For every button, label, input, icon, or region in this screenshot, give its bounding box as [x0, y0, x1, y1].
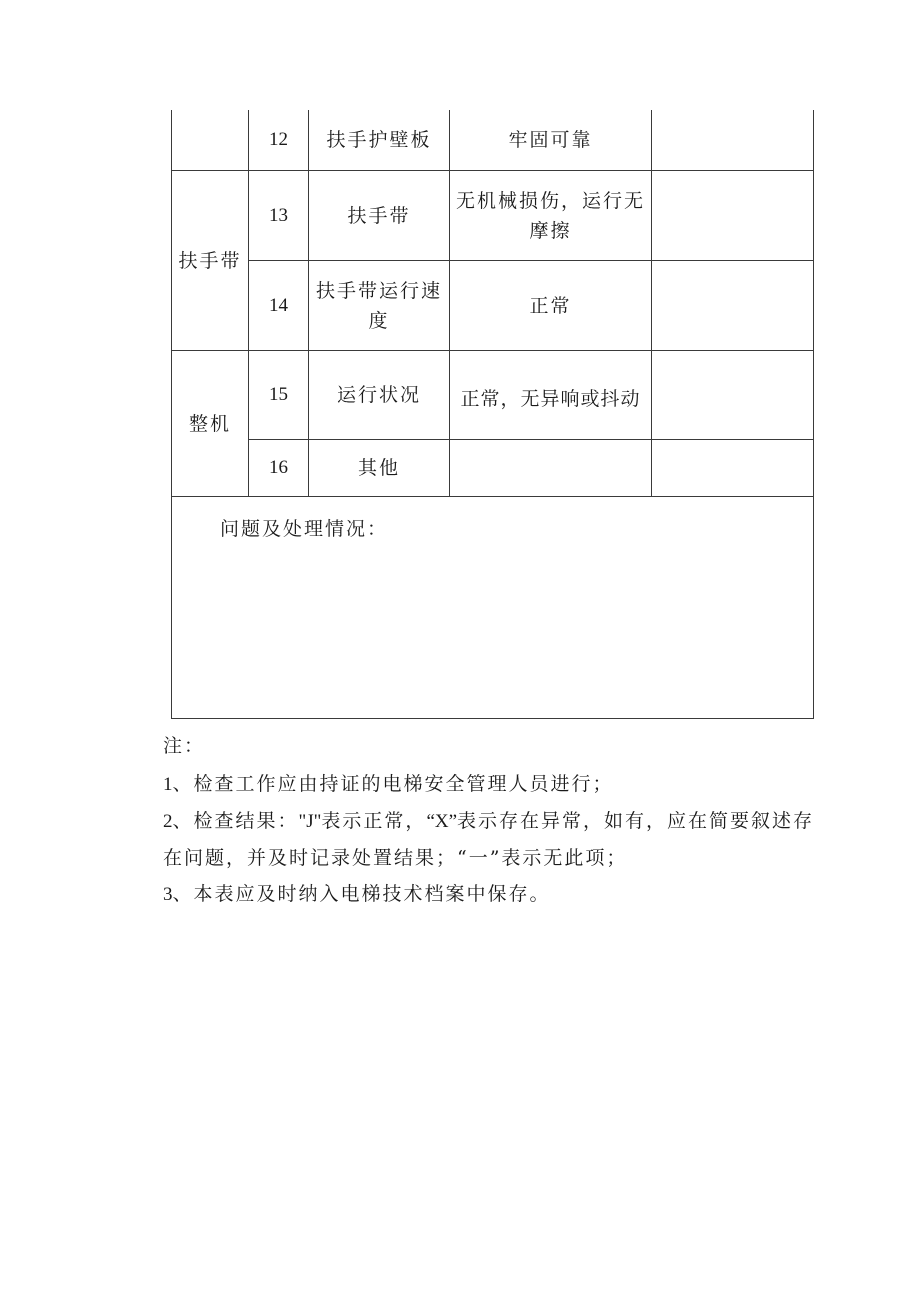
row-number: 13 [269, 204, 288, 226]
notes-section [163, 728, 823, 913]
note-2-text-c: 表示正常， [321, 810, 427, 832]
row-item: 运行状况 [336, 384, 421, 406]
note-2-symbol-j: "J" [298, 811, 322, 832]
row-item: 扶手带运行速度 [315, 279, 442, 332]
note-3 [163, 876, 823, 913]
row-item: 其他 [357, 457, 400, 479]
row-requirement: 正常 [529, 294, 572, 317]
row-requirement: 正常，无异响或抖动 [460, 388, 641, 410]
group-label-handrail: 扶手带 [178, 249, 242, 272]
note-2 [163, 803, 823, 876]
row-requirement: 无机械损伤，运行无摩擦 [455, 189, 645, 242]
note-2-number: 2 [163, 811, 173, 832]
row-number: 16 [269, 457, 288, 478]
group-label-whole-machine: 整机 [188, 412, 231, 435]
note-2-text-a: 、检查结果： [172, 810, 299, 832]
note-2-text-e: 表示存在异常，如有，应在简要叙述存在问题，并及时记录处置结果；“一”表示无此项； [163, 810, 815, 869]
row-requirement: 牢固可靠 [508, 129, 593, 151]
row-number: 15 [269, 384, 288, 405]
table-border-bottom [171, 718, 814, 719]
note-1-text: 、检查工作应由持证的电梯安全管理人员进行； [172, 773, 614, 795]
row-number: 14 [269, 294, 288, 316]
row-item: 扶手带 [347, 204, 411, 227]
notes-title: 注： [163, 735, 206, 757]
note-3-text: 、本表应及时纳入电梯技术档案中保存。 [172, 883, 551, 905]
row-divider-16 [171, 496, 814, 497]
note-1 [163, 766, 823, 803]
row-item: 扶手护壁板 [326, 129, 432, 151]
note-2-symbol-x: “X” [426, 811, 458, 832]
table-border-right [813, 110, 814, 719]
row-number: 12 [269, 129, 288, 150]
problem-handling-label: 问题及处理情况： [220, 518, 389, 540]
note-1-number: 1 [163, 774, 173, 795]
note-3-number: 3 [163, 884, 173, 905]
